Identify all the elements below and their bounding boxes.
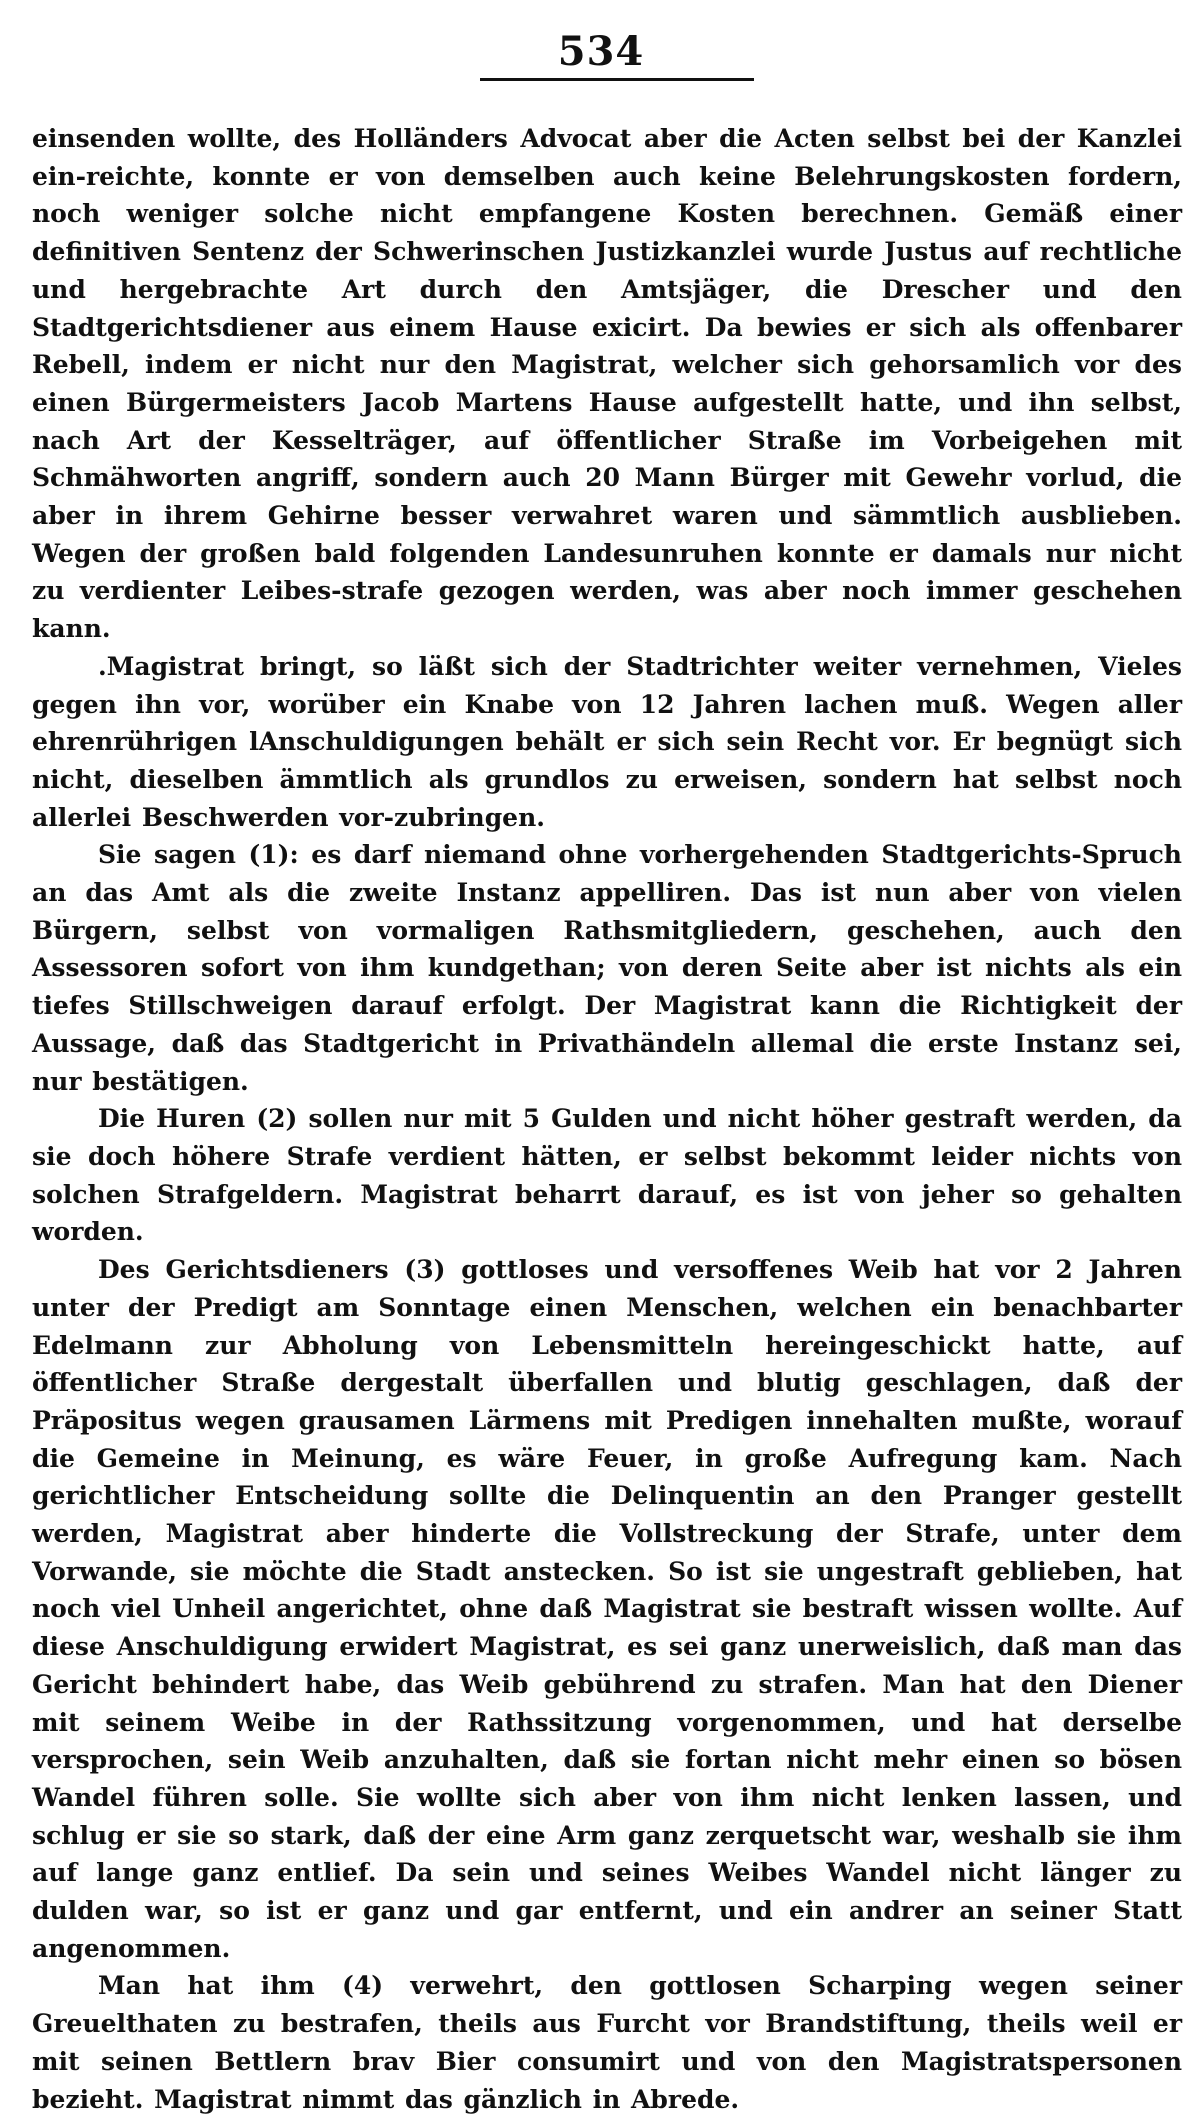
- paragraph-continuation: einsenden wollte, des Holländers Advocat aber die Acten selbst bei der Kanzlei ein-reichte, konnte er von demselben auch keine Belehrungskosten fordern, noch weniger solche nicht empfangene Kosten berechnen. Gemäß einer definitiven Sentenz der Schwerinschen Justizkanzlei wurde Justus auf rechtliche und hergebrachte Art durch den Amtsjäger, die Drescher und den Stadtgerichtsdiener aus einem Hause exicirt. Da bewies er sich als offenbarer Rebell, indem er nicht nur den Magistrat, welcher sich gehorsamlich vor des einen Bürgermeisters Jacob Martens Hause aufgestellt hatte, und ihn selbst, nach Art der Kesselträger, auf öffentlicher Straße im Vorbeigehen mit Schmähworten angriff, sondern auch 20 Mann Bürger mit Gewehr vorlud, die aber in ihrem Gehirne besser verwahret waren und sämmtlich ausblieben. Wegen der großen bald folgenden Landesunruhen konnte er damals nur nicht zu verdienter Leibes-strafe gezogen werden, was aber noch immer geschehen kann.: [32, 124, 1182, 644]
- page-number: 534: [557, 28, 645, 75]
- paragraph-complaint-1: Sie sagen (1): es darf niemand ohne vorhergehenden Stadtgerichts-Spruch an das Amt als die zweite Instanz appelliren. Das ist nun aber von vielen Bürgern, selbst von vormaligen Rathsmitgliedern, geschehen, auch den Assessoren sofort von ihm kundgethan; von deren Seite aber ist nichts als ein tiefes Stillschweigen darauf erfolgt. Der Magistrat kann die Richtigkeit der Aussage, daß das Stadtgericht in Privathändeln allemal die erste Instanz sei, nur bestätigen.: [32, 840, 1182, 1096]
- header-rule: [480, 78, 754, 81]
- paragraph-complaint-3: Des Gerichtsdieners (3) gottloses und versoffenes Weib hat vor 2 Jahren unter der Predigt am Sonntage einen Menschen, welchen ein benachbarter Edelmann zur Abholung von Lebensmitteln hereingeschickt hatte, auf öffentlicher Straße dergestalt überfallen und blutig geschlagen, daß der Präpositus wegen grausamen Lärmens mit Predigen innehalten mußte, worauf die Gemeine in Meinung, es wäre Feuer, in große Aufregung kam. Nach gerichtlicher Entscheidung sollte die Delinquentin an den Pranger gestellt werden, Magistrat aber hinderte die Vollstreckung der Strafe, unter dem Vorwande, sie möchte die Stadt anstecken. So ist sie ungestraft geblieben, hat noch viel Unheil angerichtet, ohne daß Magistrat sie bestraft wissen wollte. Auf diese Anschuldigung erwidert Magistrat, es sei ganz unerweislich, daß man das Gericht behindert habe, das Weib gebührend zu strafen. Man hat den Diener mit seinem Weibe in der Rathssitzung vorgenommen, und hat derselbe versprochen, sein Weib anzuhalten, daß sie fortan nicht mehr einen so bösen Wandel führen solle. Sie wollte sich aber von ihm nicht lenken lassen, und schlug er sie so stark, daß der eine Arm ganz zerquetscht war, weshalb sie ihm auf lange ganz entlief. Da sein und seines Weibes Wandel nicht länger zu dulden war, so ist er ganz und gar entfernt, und ein andrer an seiner Statt angenommen.: [32, 1255, 1182, 1963]
- body-text: [32, 120, 1182, 2118]
- paragraph-magistrat-bringt: .Magistrat bringt, so läßt sich der Stadtrichter weiter vernehmen, Vieles gegen ihn vor, worüber ein Knabe von 12 Jahren lachen muß. Wegen aller ehrenrührigen lAnschuldigungen behält er sich sein Recht vor. Er begnügt sich nicht, dieselben ämmtlich als grundlos zu erweisen, sondern hat selbst noch allerlei Beschwerden vor-zubringen.: [32, 651, 1182, 832]
- paragraph-complaint-2: Die Huren (2) sollen nur mit 5 Gulden und nicht höher gestraft werden, da sie doch höhere Strafe verdient hätten, er selbst bekommt leider nichts von solchen Strafgeldern. Magistrat beharrt darauf, es ist von jeher so gehalten worden.: [32, 1104, 1182, 1247]
- paragraph-complaint-4: Man hat ihm (4) verwehrt, den gottlosen Scharping wegen seiner Greuelthaten zu bestrafen, theils aus Furcht vor Brandstiftung, theils weil er mit seinen Bettlern brav Bier consumirt und von den Magistratspersonen bezieht. Magistrat nimmt das gänzlich in Abrede.: [32, 1971, 1182, 2114]
